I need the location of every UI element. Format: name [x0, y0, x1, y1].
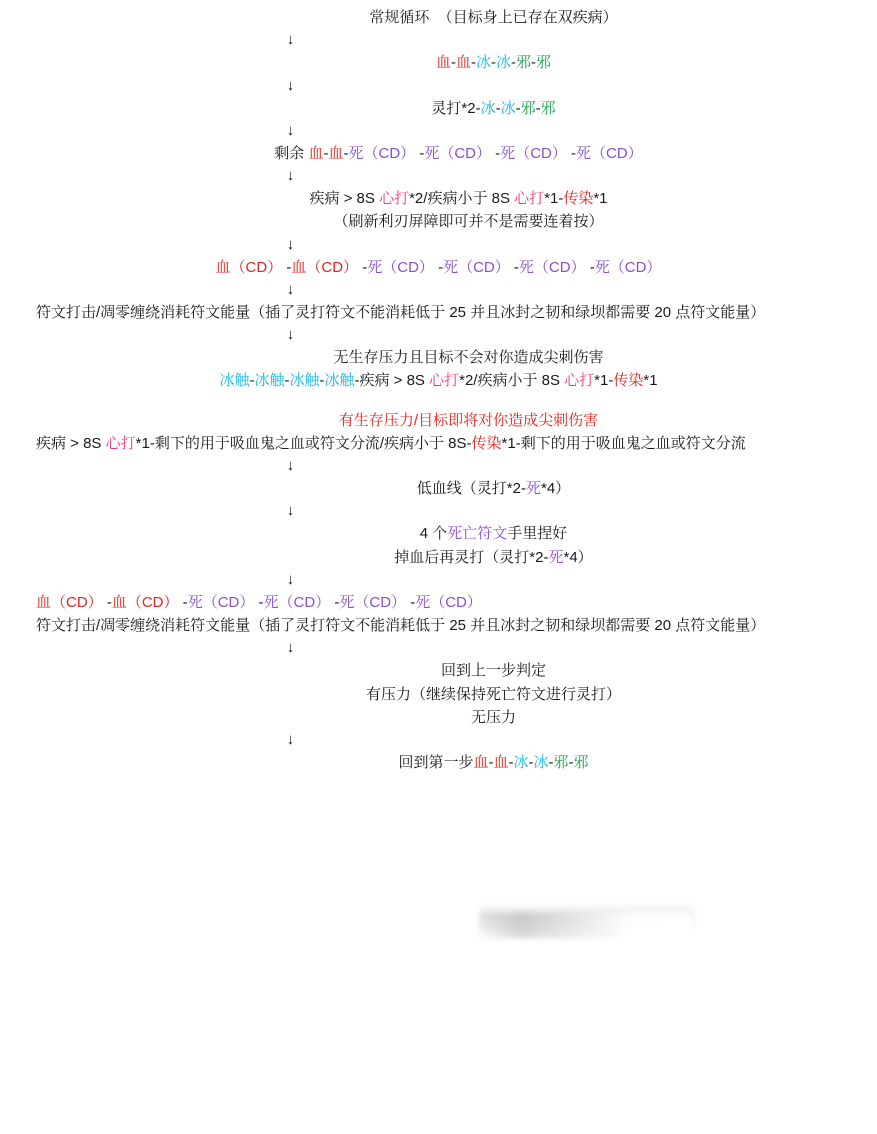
flow-step-15	[36, 546, 841, 569]
flow-step-15-seg-3: *4）	[563, 548, 593, 566]
flow-step-2-seg-7: 冰	[496, 54, 512, 72]
flow-step-21-seg-11: -	[568, 754, 574, 771]
flow-step-13-seg-3: *4）	[541, 480, 571, 497]
flow-step-3-seg-4: 冰	[500, 99, 516, 117]
flow-arrow-down-icon: ↓	[286, 731, 295, 748]
flow-step-3-seg-8: 邪	[540, 99, 556, 117]
flow-step-14-seg-2: 死亡符文	[447, 525, 508, 543]
flow-step-10-seg-4: -	[284, 372, 290, 390]
flow-step-5	[36, 187, 841, 210]
flow-step-21-seg-8: 冰	[533, 754, 549, 771]
flow-step-16-seg-11: 死（CD）	[415, 593, 482, 611]
flow-step-3-seg-2: 冰	[480, 99, 496, 117]
flow-step-8	[36, 301, 841, 324]
flow-step-15-seg-1: 掉血后再灵打（灵打*2-	[394, 548, 549, 566]
flow-arrow-down-icon: ↓	[286, 31, 295, 49]
flow-step-7	[36, 256, 841, 279]
flow-arrow-down-icon: ↓	[286, 235, 295, 253]
flow-step-21-seg-4: 血	[493, 754, 509, 771]
flow-step-10	[36, 369, 841, 392]
page-smudge-artifact-secondary	[476, 912, 694, 938]
flow-step-12-seg-4: 传染	[471, 434, 502, 452]
flow-step-12-seg-5: *1-剩下的用于吸血鬼之血或符文分流	[501, 434, 746, 452]
flow-step-1-seg-1: 常规循环 （目标身上已存在双疾病）	[369, 9, 618, 26]
flow-step-21-seg-12: 邪	[573, 754, 589, 771]
flow-arrow-down-icon: ↓	[286, 167, 295, 184]
flow-step-21-seg-5: -	[508, 754, 514, 771]
flow-step-18-seg-1: 回到上一步判定	[440, 662, 546, 680]
flow-spacer	[36, 393, 841, 409]
flow-step-4-seg-7: -	[415, 144, 425, 162]
flow-step-13-seg-2: 死	[525, 480, 541, 497]
flow-step-10-seg-5: 冰触	[289, 372, 320, 390]
flow-step-16-seg-7: 死（CD）	[263, 593, 331, 611]
flow-step-4-seg-3: -	[323, 144, 329, 162]
flow-step-7-seg-1: 血（CD）	[215, 258, 283, 276]
flow-step-10-seg-12: *1-	[594, 372, 614, 390]
flow-step-5-seg-5: *1-	[544, 190, 564, 207]
flow-step-5-seg-1: 疾病 > 8S	[309, 190, 380, 207]
flow-step-2-seg-6: -	[491, 54, 496, 72]
flow-step-3-seg-1: 灵打*2-	[431, 99, 481, 117]
flow-step-2-seg-9: 邪	[516, 54, 532, 72]
flow-step-18	[36, 659, 841, 682]
flow-arrow-down-icon: ↓	[286, 121, 295, 139]
flow-step-3-seg-6: 邪	[520, 99, 536, 117]
flow-step-16-seg-6: -	[254, 593, 264, 611]
flow-step-4-seg-8: 死（CD）	[424, 144, 492, 162]
flow-step-4	[36, 142, 841, 165]
flow-arrow-down-icon: ↓	[286, 76, 295, 94]
flow-step-2-seg-10: -	[531, 54, 537, 72]
flow-step-5-seg-7: *1	[593, 190, 608, 207]
flow-step-7-seg-3: 血（CD）	[291, 258, 359, 276]
flow-step-4-seg-10: 死（CD）	[500, 144, 567, 162]
flow-step-17-seg-1: 符文打击/凋零缠绕消耗符文能量（插了灵打符文不能消耗低于 25 并且冰封之韧和绿坝都需要 20 点符文能量）	[36, 617, 766, 634]
flow-step-20-seg-1: 无压力	[470, 708, 516, 726]
flow-step-21	[36, 751, 841, 774]
flow-step-16-seg-8: -	[330, 593, 340, 611]
flow-step-8-seg-1: 符文打击/凋零缠绕消耗符文能量（插了灵打符文不能消耗低于 25 并且冰封之韧和绿坝都需要 20 点符文能量）	[36, 303, 766, 321]
flow-step-12	[36, 432, 841, 455]
flow-step-2-seg-5: 冰	[475, 54, 491, 72]
flow-step-21-seg-6: 冰	[513, 754, 529, 771]
flow-step-7-seg-8: -	[509, 258, 519, 276]
flow-arrow-down-icon: ↓	[286, 639, 295, 657]
flow-step-10-seg-1: 冰触	[219, 372, 250, 390]
flow-arrow-down-icon: ↓	[286, 502, 295, 520]
flow-step-7-seg-2: -	[282, 258, 292, 276]
flow-step-4-seg-6: 死（CD）	[348, 144, 416, 162]
flow-step-19	[36, 683, 841, 706]
flow-step-15-seg-2: 死	[548, 548, 564, 566]
flow-step-2-seg-8: -	[511, 54, 517, 72]
flow-step-14-seg-1: 4 个	[419, 525, 448, 543]
flow-step-16-seg-10: -	[406, 593, 416, 611]
flow-step-21-seg-7: -	[528, 754, 534, 771]
flow-step-21-seg-9: -	[548, 754, 554, 771]
flow-step-10-seg-7: 冰触	[324, 372, 355, 390]
flow-step-21-seg-3: -	[488, 754, 494, 771]
flow-step-4-seg-4: 血	[328, 144, 344, 162]
flow-step-9-seg-1: 无生存压力且目标不会对你造成尖刺伤害	[333, 349, 604, 366]
flow-step-2-seg-1: 血	[435, 54, 451, 72]
flow-step-10-seg-8: -疾病 > 8S	[354, 372, 430, 390]
flow-step-3-seg-3: -	[495, 99, 501, 117]
flow-arrow-down-icon: ↓	[286, 326, 295, 343]
flow-step-11-seg-1: 有生存压力/目标即将对你造成尖刺伤害	[338, 411, 599, 429]
flow-step-10-seg-2: -	[249, 372, 255, 390]
flow-arrow-down-icon: ↓	[286, 280, 295, 298]
flow-step-10-seg-13: 传染	[613, 372, 644, 390]
flow-step-4-seg-2: 血	[308, 144, 324, 162]
flow-step-16-seg-5: 死（CD）	[187, 593, 255, 611]
flow-step-10-seg-3: 冰触	[254, 372, 285, 390]
page-smudge-artifact	[479, 903, 694, 945]
flow-step-3-seg-5: -	[515, 99, 521, 117]
flow-step-13-seg-1: 低血线（灵打*2-	[416, 480, 526, 497]
flow-step-1	[36, 6, 841, 29]
flow-step-2-seg-2: -	[450, 54, 456, 72]
flow-step-14-seg-3: 手里捏好	[507, 525, 568, 543]
flow-step-9	[36, 346, 841, 369]
flow-step-16-seg-3: 血（CD）	[111, 593, 179, 611]
flow-step-12-seg-1: 疾病 > 8S	[36, 434, 106, 452]
flow-step-21-seg-2: 血	[473, 754, 489, 771]
flow-step-16	[36, 591, 841, 614]
flow-step-7-seg-7: 死（CD）	[443, 258, 510, 276]
flow-step-12-seg-3: *1-剩下的用于吸血鬼之血或符文分流/疾病小于 8S-	[135, 434, 472, 452]
flow-step-7-seg-9: 死（CD）	[518, 258, 586, 276]
flow-step-2-seg-4: -	[470, 54, 476, 72]
flow-step-4-seg-1: 剩余	[274, 144, 309, 162]
flow-step-2	[36, 51, 841, 74]
flow-step-17	[36, 614, 841, 637]
flow-step-11	[36, 409, 841, 432]
flow-step-5-seg-4: 心打	[514, 190, 545, 207]
flow-step-2-seg-3: 血	[455, 54, 471, 72]
flow-step-12-seg-2: 心打	[105, 434, 136, 452]
flow-step-10-seg-9: 心打	[429, 372, 460, 390]
flow-step-7-seg-4: -	[358, 258, 368, 276]
flow-step-19-seg-1: 有压力（继续保持死亡符文进行灵打）	[365, 685, 621, 703]
flow-step-7-seg-10: -	[585, 258, 595, 276]
flow-step-16-seg-2: -	[102, 593, 112, 611]
flow-step-16-seg-9: 死（CD）	[339, 593, 407, 611]
flow-step-10-seg-10: *2/疾病小于 8S	[459, 372, 565, 390]
flow-step-4-seg-11: -	[566, 144, 577, 162]
flow-step-5-seg-2: 心打	[379, 190, 410, 207]
flow-step-4-seg-5: -	[343, 144, 349, 162]
flow-step-20	[36, 706, 841, 729]
flow-step-10-seg-6: -	[319, 372, 325, 390]
flow-step-13	[36, 477, 841, 500]
flow-step-6-seg-1: （刷新利刃屏障即可并不是需要连着按）	[333, 213, 604, 231]
flow-arrow-down-icon: ↓	[286, 457, 295, 474]
flow-step-4-seg-9: -	[491, 144, 501, 162]
flow-step-10-seg-11: 心打	[564, 372, 595, 390]
flow-step-21-seg-10: 邪	[553, 754, 569, 771]
flow-step-3	[36, 97, 841, 120]
flow-step-7-seg-11: 死（CD）	[594, 258, 662, 276]
flow-step-14	[36, 522, 841, 545]
flow-step-21-seg-1: 回到第一步	[398, 754, 474, 771]
flow-step-7-seg-6: -	[433, 258, 444, 276]
flow-arrow-down-icon: ↓	[286, 570, 295, 588]
flow-step-3-seg-7: -	[535, 99, 541, 117]
flow-step-6	[36, 210, 841, 233]
flow-step-7-seg-5: 死（CD）	[367, 258, 434, 276]
flow-step-2-seg-11: 邪	[536, 54, 552, 72]
flow-step-10-seg-14: *1	[643, 372, 658, 390]
flow-step-4-seg-12: 死（CD）	[576, 144, 643, 162]
flow-step-5-seg-3: *2/疾病小于 8S	[409, 190, 515, 207]
flow-step-16-seg-1: 血（CD）	[36, 593, 103, 611]
flow-step-5-seg-6: 传染	[563, 190, 594, 207]
flow-step-16-seg-4: -	[178, 593, 188, 611]
